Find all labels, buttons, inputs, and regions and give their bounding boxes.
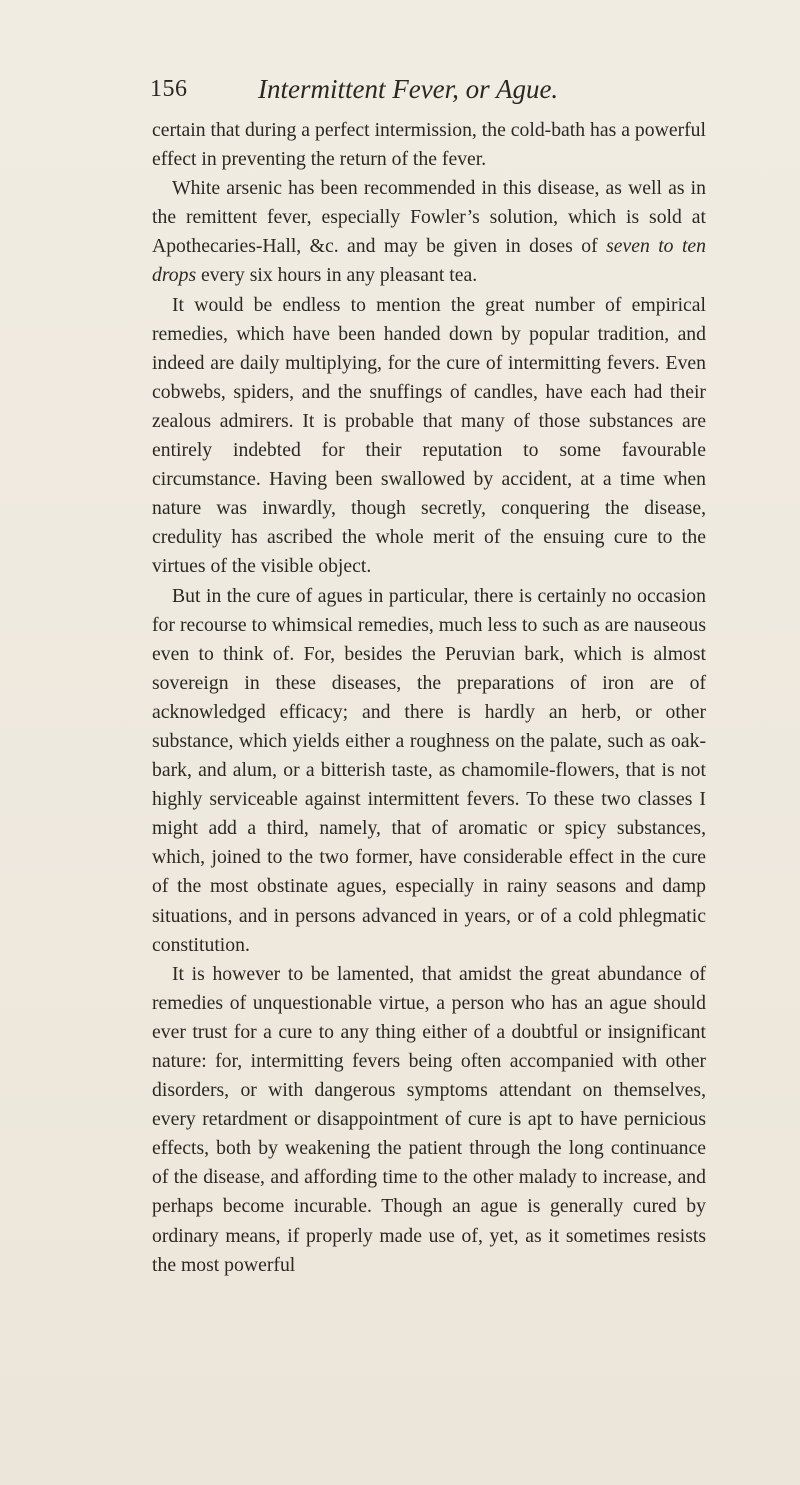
paragraph-cold-bath: certain that during a perfect intermission, the cold-bath has a powerful effect in preventing the return of the fever. [152,119,706,171]
paragraph-cure-of-agues: But in the cure of agues in particular, there is certainly no occasion for recourse to whimsical remedies, much less to such as are nauseous even to think of. For, besides the Peruvian bark, which is almost sovereign in these diseases, the preparations of iron are of acknowledged efficacy; and there is hardly an herb, or other substance, which yields either a roughness on the palate, such as oak-bark, and alum, or a bitterish taste, as chamomile-flowers, that is not highly serviceable against intermittent fevers. To these two classes I might add a third, namely, that of aromatic or spicy substances, which, joined to the two former, have considerable effect in the cure of the most obstinate agues, especially in rainy seasons and damp situations, and in persons advanced in years, or of a cold phlegmatic constitution. [152,584,706,956]
running-head: Intermittent Fever, or Ague. [258,74,559,104]
arsenic-text-start: White arsenic has been recommended in this disease, as well as in the remittent fever, especially Fowler’s solution, which is sold at Apothecaries-Hall, &c. and may be given in doses of [152,177,706,258]
dose-emphasis: seven to ten drops [152,235,706,287]
body-text [152,116,706,1280]
page-number: 156 [150,76,188,102]
paragraph-empirical-remedies: It would be endless to mention the great number of empirical remedies, which have been handed down by popular tradition, and indeed are daily multiplying, for the cure of intermitting fevers. Even cobwebs, spiders, and the snuffings of candles, have each had their zealous admirers. It is probable that many of those substances are entirely indebted for their reputation to some favourable circumstance. Having been swallowed by accident, at a time when nature was inwardly, though secretly, conquering the disease, credulity has ascribed the whole merit of the ensuing cure to the virtues of the visible object. [152,293,706,578]
paragraph-white-arsenic [152,174,706,290]
arsenic-text-end: every six hours in any pleasant tea. [196,264,478,287]
page-header [150,68,710,108]
paragraph-lamented-abundance: It is however to be lamented, that amidst the great abundance of remedies of unquestionable virtue, a person who has an ague should ever trust for a cure to any thing either of a doubtful or insignificant nature: for, intermitting fevers being often accompanied with other disorders, or with dangerous symptoms attendant on themselves, every retardment or disappointment of cure is apt to have pernicious effects, both by weakening the patient through the long continuance of the disease, and affording time to the other malady to increase, and perhaps become incurable. Though an ague is generally cured by ordinary means, if properly made use of, yet, as it sometimes resists the most powerful [152,962,706,1276]
